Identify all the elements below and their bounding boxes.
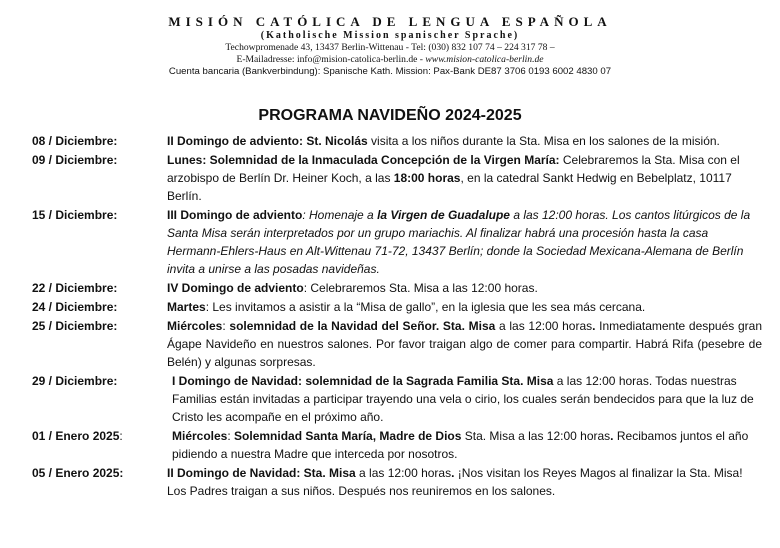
program-entry — [32, 279, 762, 297]
entry-date: 09 / Diciembre: — [32, 153, 118, 167]
entry-highlight: la Virgen de Guadalupe — [377, 208, 510, 222]
entry-detail: a las 12:00 horas — [355, 466, 452, 480]
entry-heading: II Domingo de Navidad: Sta. Misa — [167, 466, 356, 480]
entry-punct: . — [451, 466, 455, 480]
email-label: E-Mailadresse: — [236, 54, 297, 65]
entry-text — [167, 317, 762, 371]
program-entry — [32, 317, 762, 371]
entry-heading: Miércoles — [172, 429, 228, 443]
org-name: MISIÓN CATÓLICA DE LENGUA ESPAÑOLA — [168, 14, 612, 29]
entry-date — [32, 427, 167, 463]
entry-date: 29 / Diciembre: — [32, 374, 118, 388]
entry-heading: I Domingo de Navidad: solemnidad de la Sagrada Familia Sta. Misa — [172, 374, 554, 388]
entry-date: 22 / Diciembre: — [32, 281, 118, 295]
entry-detail: : Celebraremos Sta. Misa a las 12:00 horas. — [303, 281, 538, 295]
entry-text — [167, 427, 762, 463]
entry-text — [167, 279, 762, 297]
entry-punct: . — [610, 429, 614, 443]
program-title: PROGRAMA NAVIDEÑO 2024-2025 — [258, 107, 522, 124]
entry-detail: : Les invitamos a asistir a la “Misa de gallo”, en la iglesia que les sea más cercana. — [205, 300, 646, 314]
program-entry — [32, 132, 762, 150]
entry-heading: IV Domingo de adviento — [167, 281, 304, 295]
entry-date-text: 01 / Enero 2025 — [32, 429, 120, 443]
entry-heading: III Domingo de adviento — [167, 208, 303, 222]
contact-separator: - — [417, 54, 426, 65]
entry-detail: Sta. Misa a las 12:00 horas — [461, 429, 611, 443]
entry-highlight: Solemnidad Santa María, Madre de Dios — [234, 429, 462, 443]
entry-text — [167, 464, 762, 500]
entry-detail: a las 12:00 horas. Los cantos litúrgicos de la Santa Misa serán interpretados por un grupo mariachis. Al finalizar habrá una procesión hasta la casa Hermann-Ehlers-Haus en Alt-Wittenau 71-72, 13437 Berlín; donde la Sociedad Mexicana-Alemana de Berlín invita a unirse a las posadas navideñas. — [167, 208, 751, 276]
entry-text — [167, 372, 762, 426]
program-entry — [32, 151, 762, 205]
entry-highlight: solemnidad de la Navidad del Señor. Sta. Misa — [229, 319, 496, 333]
letterhead — [0, 0, 780, 78]
program-entries — [32, 132, 762, 501]
entry-heading: Miércoles — [167, 319, 223, 333]
entry-date-suffix: : — [119, 429, 123, 443]
entry-time: 18:00 horas — [393, 171, 461, 185]
program-entry — [32, 298, 762, 316]
entry-date: 25 / Diciembre: — [32, 319, 118, 333]
program-entry — [32, 206, 762, 278]
program-entry — [32, 372, 762, 426]
entry-heading: Martes — [167, 300, 206, 314]
entry-detail: : Homenaje a — [302, 208, 378, 222]
entry-text — [167, 151, 762, 205]
entry-detail: , en la catedral Sankt Hedwig en Bebelplatz, 10117 Berlín. — [167, 171, 732, 203]
entry-detail: a las 12:00 horas — [495, 319, 593, 333]
entry-detail: a las 12:00 horas. Todas nuestras Familias están invitadas a participar trayendo una vela o cirio, los cuales serán bendecidos para que la luz de Cristo les acompañe en el próximo año. — [172, 374, 754, 424]
entry-detail: Celebraremos la Sta. Misa con el arzobispo de Berlín Dr. Heiner Koch, a las — [167, 153, 740, 185]
org-subtitle: (Katholische Mission spanischer Sprache) — [260, 30, 520, 41]
entry-date: 08 / Diciembre: — [32, 134, 118, 148]
program-entry — [32, 427, 762, 463]
entry-detail: ¡Nos visitan los Reyes Magos al finalizar la Sta. Misa! Los Padres traigan a sus niños. Después nos reuniremos en los salones. — [167, 466, 743, 498]
entry-date: 05 / Enero 2025: — [32, 466, 124, 480]
entry-punct: . — [592, 319, 596, 333]
entry-text — [167, 206, 762, 278]
entry-text — [167, 132, 762, 150]
email-link[interactable]: info@mision-catolica-berlin.de — [296, 54, 418, 65]
program-entry — [32, 464, 762, 500]
entry-detail: Inmediatamente después gran Ágape Navideño en nuestros salones. Por favor traigan algo de comer para compartir. Habrá Rifa (pesebre de Belén) y algunas sorpresas. — [167, 319, 762, 369]
entry-heading: II Domingo de adviento: St. Nicolás — [167, 134, 368, 148]
entry-text — [167, 298, 762, 316]
entry-detail: visita a los niños durante la Sta. Misa en los salones de la misión. — [367, 134, 720, 148]
address-line: Techowpromenade 43, 13437 Berlin-Wittenau - Tel: (030) 832 107 74 – 224 317 78 – — [225, 42, 555, 53]
bank-details: Cuenta bancaria (Bankverbindung): Spanische Kath. Mission: Pax-Bank DE87 3706 0193 6002 4830 07 — [168, 66, 612, 77]
entry-detail: : — [227, 429, 235, 443]
entry-date: 24 / Diciembre: — [32, 300, 118, 314]
contact-line — [0, 54, 780, 66]
entry-heading: Lunes: Solemnidad de la Inmaculada Concepción de la Virgen María: — [167, 153, 560, 167]
website-link[interactable]: www.mision-catolica-berlin.de — [425, 54, 544, 65]
entry-detail: Recibamos juntos el año pidiendo a nuestra Madre que interceda por nosotros. — [172, 429, 749, 461]
entry-date: 15 / Diciembre: — [32, 208, 118, 222]
entry-detail: : — [222, 319, 230, 333]
